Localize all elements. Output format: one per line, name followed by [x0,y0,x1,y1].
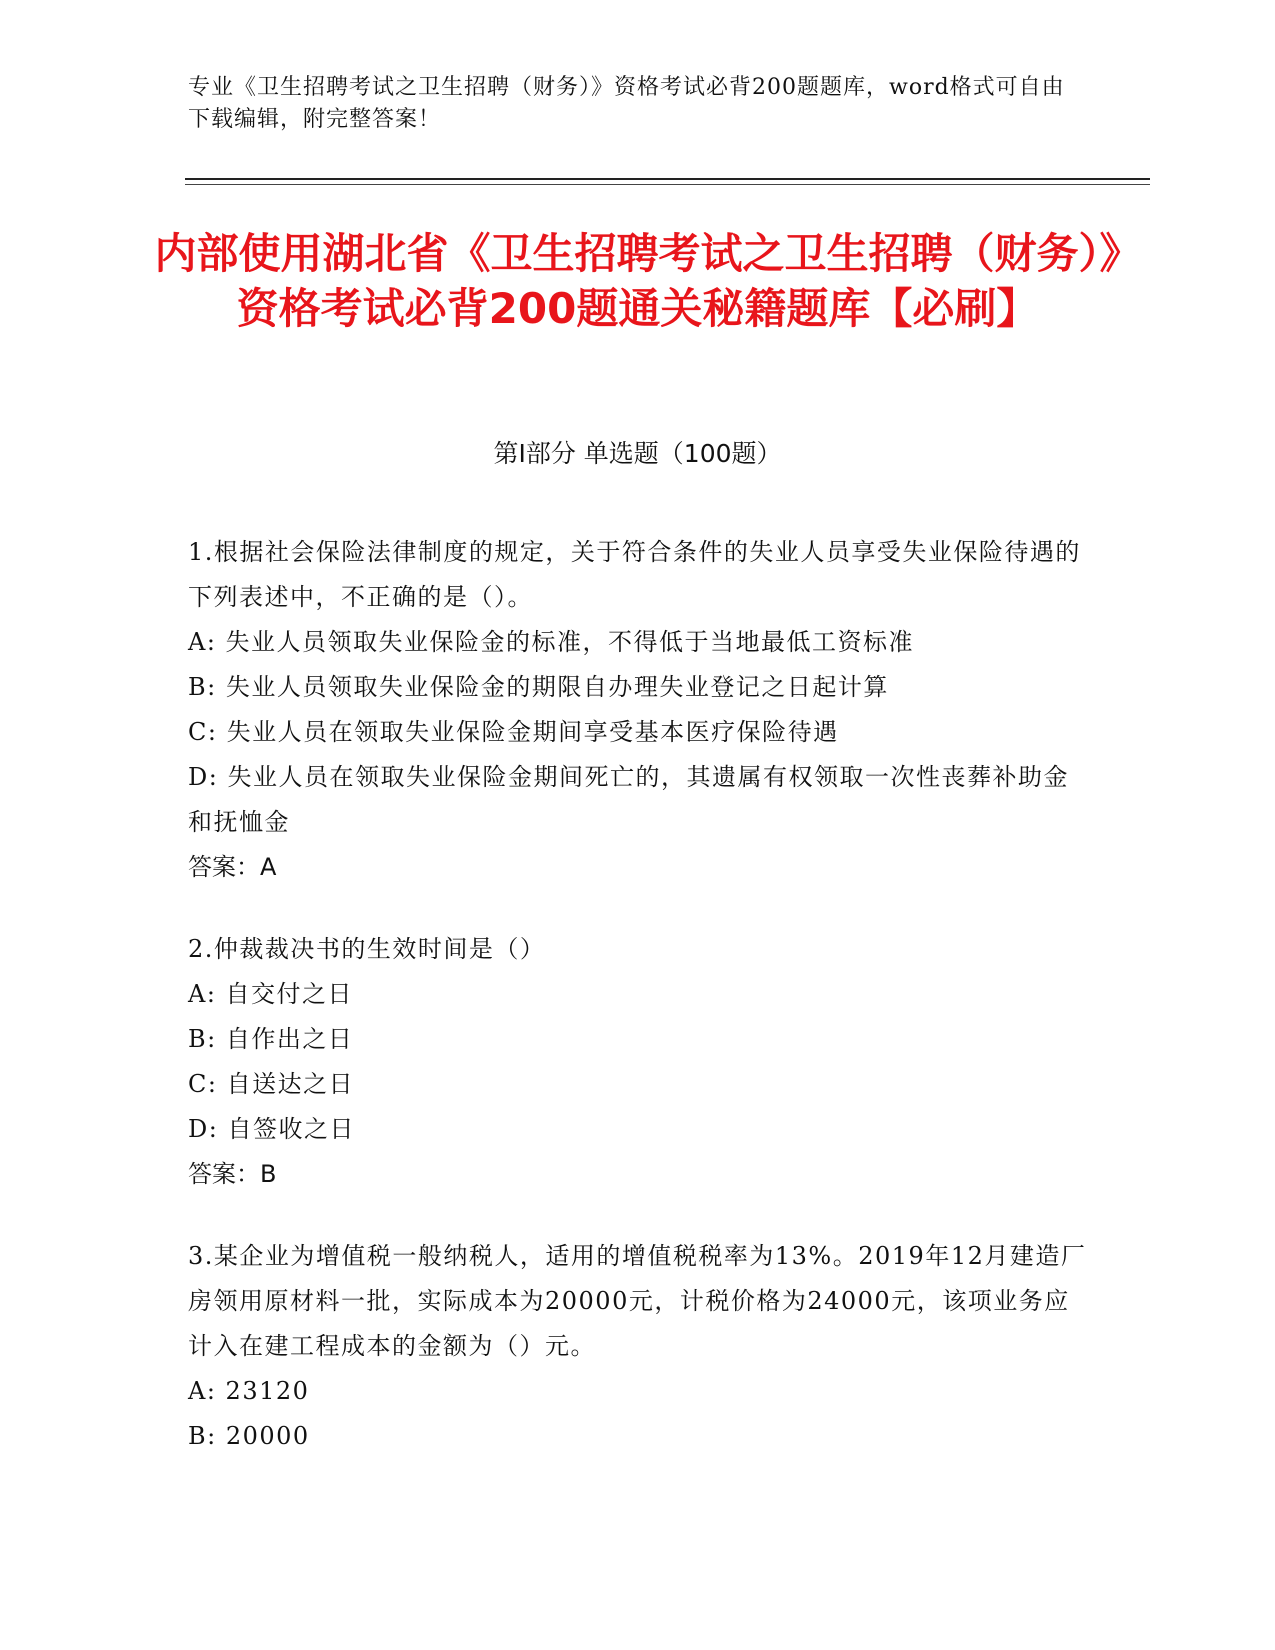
document-title: 内部使用湖北省《卫生招聘考试之卫生招聘（财务）》资格考试必背200题通关秘籍题库【必刷】 [154,229,1121,333]
option-d: D: 失业人员在领取失业保险金期间死亡的，其遗属有权领取一次性丧葬补助金和抚恤金 [188,763,1069,836]
answer-label: 答案：B [188,1160,277,1188]
option-c: C: 自送达之日 [188,1070,355,1098]
header-note: 专业《卫生招聘考试之卫生招聘（财务）》资格考试必背200题题库，word格式可自由下载编辑，附完整答案！ [188,75,1065,132]
header-rule-thick [185,178,1150,180]
option-b: B: 失业人员领取失业保险金的期限自办理失业登记之日起计算 [188,673,889,701]
option-a: A: 自交付之日 [188,980,354,1008]
question-2 [188,927,1088,1197]
question-stem: 3.某企业为增值税一般纳税人，适用的增值税税率为13%。2019年12月建造厂房领用原材料一批，实际成本为20000元，计税价格为24000元，该项业务应计入在建工程成本的金额为（）元。 [188,1242,1087,1360]
question-3 [188,1234,1088,1459]
section-heading: 第I部分 单选题（100题） [493,439,782,468]
option-a: A: 失业人员领取失业保险金的标准，不得低于当地最低工资标准 [188,628,915,656]
question-1 [188,530,1088,890]
question-stem: 1.根据社会保险法律制度的规定，关于符合条件的失业人员享受失业保险待遇的下列表述中，不正确的是（）。 [188,538,1081,611]
option-a: A: 23120 [188,1377,310,1405]
answer-label: 答案：A [188,853,277,881]
option-d: D: 自签收之日 [188,1115,355,1143]
option-b: B: 20000 [188,1422,310,1450]
option-c: C: 失业人员在领取失业保险金期间享受基本医疗保险待遇 [188,718,839,746]
question-list [188,530,1088,1496]
option-b: B: 自作出之日 [188,1025,354,1053]
question-stem: 2.仲裁裁决书的生效时间是（） [188,935,546,963]
header-rule-thin [185,184,1150,185]
